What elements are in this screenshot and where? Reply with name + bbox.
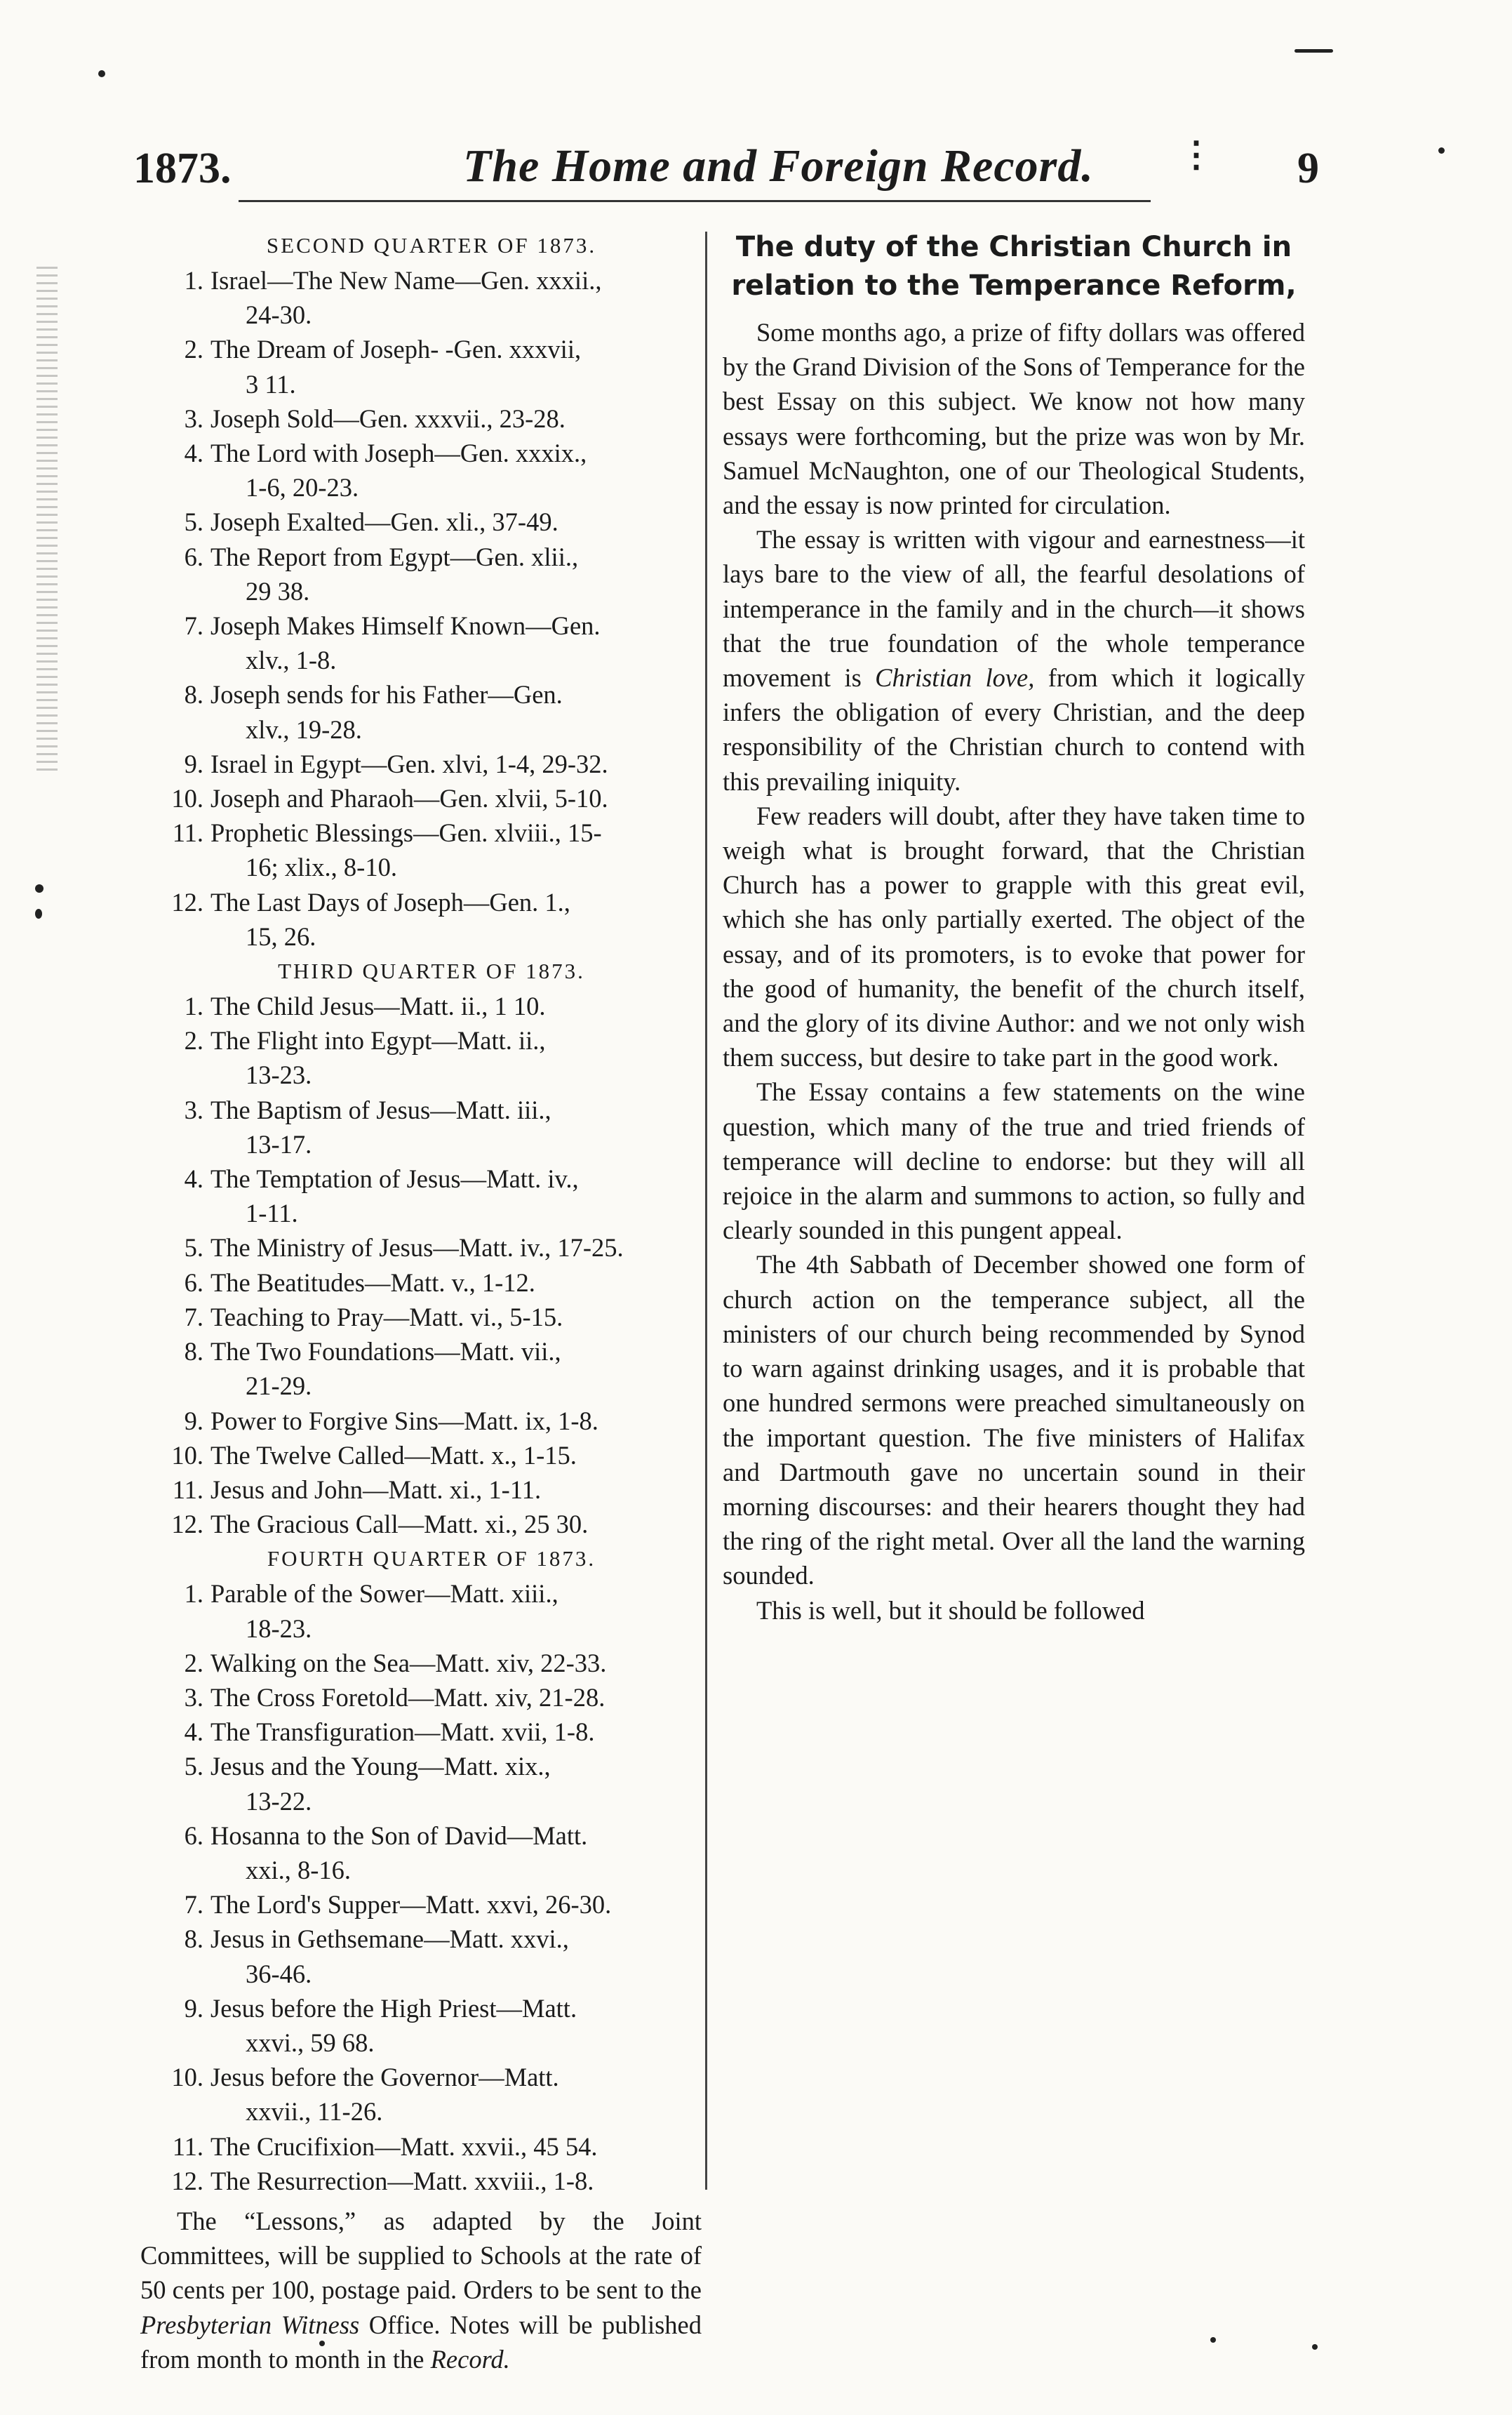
- lesson-item: [161, 1715, 702, 1749]
- lesson-item: [161, 1404, 702, 1438]
- lesson-item: [161, 505, 702, 539]
- header-year: 1873.: [133, 145, 232, 192]
- lessons-note: [140, 2204, 702, 2376]
- lesson-number: 5.: [184, 1752, 203, 1781]
- scan-speck: [1438, 147, 1445, 154]
- lesson-item: [161, 1680, 702, 1715]
- lesson-title: The Twelve Called—Matt. x., 1-15.: [210, 1440, 577, 1470]
- lesson-number: 5.: [184, 1233, 203, 1263]
- article-paragraph: The 4th Sabbath of December showed one form of church action on the temperance subject, all the ministers of our church being recommended by Synod to warn against drinking usages, and it is probable that one hundred sermons were preached simultaneously on the important question. The five ministers of Halifax and Dartmouth gave no uncertain sound in their morning discourses: and their hearers thought they had the ring of the right metal. Over all the land the warning sounded.: [723, 1250, 1305, 1590]
- paragraph-text: from which it logically infers the obligation of every Christian, and the deep responsibility of the Christian church to contend with this prevailing iniquity.: [723, 663, 1305, 796]
- header-rule: [239, 200, 1151, 202]
- scan-speck: [98, 70, 105, 77]
- lesson-item: [161, 2164, 702, 2198]
- lesson-title: Hosanna to the Son of David—Matt.: [210, 1821, 588, 1850]
- lesson-item: [161, 2060, 702, 2129]
- lesson-reference: xxvi., 59 68.: [246, 2028, 375, 2057]
- lesson-reference: 13-23.: [246, 1060, 312, 1090]
- temperance-article-column: [723, 228, 1305, 1628]
- lesson-title: Prophetic Blessings—Gen. xlviii., 15-: [210, 818, 602, 848]
- column-divider: [705, 232, 707, 2190]
- lesson-number: 4.: [184, 439, 203, 468]
- lesson-number: 6.: [184, 542, 203, 571]
- lesson-title: Israel in Egypt—Gen. xlvi, 1-4, 29-32.: [210, 749, 608, 778]
- lesson-title: The Two Foundations—Matt. vii.,: [210, 1337, 561, 1366]
- lesson-title: Jesus and John—Matt. xi., 1-11.: [210, 1475, 542, 1504]
- lesson-item: [161, 1576, 702, 1645]
- lesson-item: [161, 401, 702, 436]
- lesson-number: 2.: [184, 1026, 203, 1056]
- lesson-number: 8.: [184, 1337, 203, 1366]
- lesson-item: [161, 885, 702, 954]
- lesson-reference: 15, 26.: [246, 922, 316, 951]
- lesson-title: The Temptation of Jesus—Matt. iv.,: [210, 1164, 579, 1194]
- quarter-section: [161, 228, 702, 954]
- lesson-reference: xxvii., 11-26.: [246, 2097, 383, 2127]
- lesson-number: 2.: [184, 1648, 203, 1677]
- lesson-item: [161, 2129, 702, 2164]
- lesson-title: Jesus before the High Priest—Matt.: [210, 1993, 577, 2023]
- lesson-title: The Beatitudes—Matt. v., 1-12.: [210, 1268, 535, 1297]
- lesson-title: Joseph Exalted—Gen. xli., 37-49.: [210, 507, 558, 537]
- lesson-reference: 1-6, 20-23.: [246, 473, 359, 503]
- paragraph-italic: Christian love,: [875, 663, 1035, 693]
- lesson-number: 8.: [184, 680, 203, 710]
- lesson-item: [161, 1887, 702, 1922]
- lesson-number: 1.: [184, 992, 203, 1021]
- lesson-reference: 36-46.: [246, 1959, 312, 1988]
- lesson-item: [161, 540, 702, 608]
- paragraph-text: The essay is written with vigour and earnestness—it lays bare to the view of all, the fearful desolations of intemperance in the family and in the church—it shows that the true foundation of the whole temperance movement is: [723, 525, 1305, 693]
- lesson-item: [161, 1334, 702, 1403]
- article-paragraph: Few readers will doubt, after they have taken time to weigh what is brought forward, that the Christian Church has a power to grapple with this great evil, which she has only partially exerted. The object of the essay, and of its promoters, is to evoke that power for the good of humanity, the benefit of the church itself, and the glory of its divine Author: and we not only wish them success, but desire to take part in the good work.: [723, 801, 1305, 1072]
- lesson-item: [161, 747, 702, 781]
- header-ink-mark: ⋮: [1179, 135, 1214, 174]
- lesson-item: [161, 1093, 702, 1162]
- lesson-title: Joseph and Pharaoh—Gen. xlvii, 5-10.: [210, 784, 608, 813]
- lesson-title: Israel—The New Name—Gen. xxxii.,: [210, 266, 602, 295]
- lesson-number: 2.: [184, 335, 203, 364]
- lesson-title: The Report from Egypt—Gen. xlii.,: [210, 542, 579, 571]
- lesson-number: 9.: [184, 1406, 203, 1435]
- lesson-number: 10.: [171, 2063, 203, 2092]
- scan-speck: [1294, 49, 1333, 53]
- lesson-title: The Cross Foretold—Matt. xiv, 21-28.: [210, 1682, 606, 1712]
- lesson-item: [161, 608, 702, 677]
- lesson-number: 4.: [184, 1717, 203, 1747]
- lesson-item: [161, 1162, 702, 1230]
- lesson-number: 4.: [184, 1164, 203, 1194]
- lesson-item: [161, 1472, 702, 1507]
- lesson-number: 3.: [184, 1682, 203, 1712]
- lesson-item: [161, 989, 702, 1023]
- scan-speck: [35, 884, 44, 893]
- lesson-title: Power to Forgive Sins—Matt. ix, 1-8.: [210, 1406, 598, 1435]
- quarter-sections: [161, 228, 702, 2198]
- lesson-title: Teaching to Pray—Matt. vi., 5-15.: [210, 1302, 563, 1331]
- lesson-item: [161, 1438, 702, 1472]
- lesson-number: 7.: [184, 611, 203, 641]
- lesson-item: [161, 1991, 702, 2060]
- scan-speck: [1312, 2344, 1318, 2350]
- lesson-title: Parable of the Sower—Matt. xiii.,: [210, 1579, 558, 1609]
- lesson-number: 6.: [184, 1268, 203, 1297]
- lesson-number: 1.: [184, 266, 203, 295]
- lesson-item: [161, 1922, 702, 1990]
- lesson-reference: 1-11.: [246, 1199, 298, 1228]
- lesson-number: 7.: [184, 1890, 203, 1920]
- lesson-title: Walking on the Sea—Matt. xiv, 22-33.: [210, 1648, 607, 1677]
- quarter-heading: SECOND QUARTER OF 1873.: [266, 233, 597, 258]
- lesson-item: [161, 263, 702, 332]
- lesson-title: The Child Jesus—Matt. ii., 1 10.: [210, 992, 546, 1021]
- lesson-number: 11.: [172, 1475, 203, 1504]
- quarter-section: [161, 954, 702, 1541]
- lesson-item: [161, 1818, 702, 1887]
- lesson-number: 7.: [184, 1302, 203, 1331]
- lesson-title: The Transfiguration—Matt. xvii, 1-8.: [210, 1717, 595, 1747]
- lesson-number: 10.: [171, 784, 203, 813]
- lesson-item: [161, 1265, 702, 1300]
- lesson-item: [161, 1646, 702, 1680]
- lesson-title: Jesus and the Young—Matt. xix.,: [210, 1752, 551, 1781]
- lesson-title: The Gracious Call—Matt. xi., 25 30.: [210, 1510, 589, 1539]
- note-italic-record: Record.: [430, 2344, 510, 2374]
- lesson-reference: 21-29.: [246, 1371, 312, 1401]
- lesson-number: 12.: [171, 887, 203, 917]
- lesson-number: 12.: [171, 1510, 203, 1539]
- lesson-number: 11.: [172, 2131, 203, 2161]
- lesson-item: [161, 332, 702, 401]
- lesson-reference: 3 11.: [246, 369, 296, 399]
- lesson-item: [161, 1507, 702, 1541]
- note-italic-witness: Presbyterian Witness: [140, 2310, 360, 2339]
- lesson-reference: xlv., 1-8.: [246, 646, 337, 675]
- lesson-item: [161, 781, 702, 816]
- article-paragraph: [723, 522, 1305, 799]
- lesson-number: 5.: [184, 507, 203, 537]
- quarter-section: [161, 1541, 702, 2198]
- page-number: 9: [1297, 145, 1319, 192]
- lesson-reference: 24-30.: [246, 300, 312, 330]
- quarter-heading: FOURTH QUARTER OF 1873.: [267, 1546, 596, 1571]
- note-text: The “Lessons,” as adapted by the Joint Committees, will be supplied to Schools at the rate of 50 cents per 100, postage paid. Orders to be sent to the: [140, 2206, 702, 2305]
- scan-speck: [35, 909, 42, 919]
- lesson-reference: 18-23.: [246, 1614, 312, 1643]
- lesson-item: [161, 1230, 702, 1265]
- page-header: [133, 135, 1319, 207]
- lesson-reference: 13-22.: [246, 1786, 312, 1816]
- lesson-item: [161, 677, 702, 746]
- article-paragraph: Some months ago, a prize of fifty dollars was offered by the Grand Division of the Sons of Temperance for the best Essay on this subject. We know not how many essays were forthcoming, but the prize was won by Mr. Samuel McNaughton, one of our Theological Students, and the essay is now printed for circulation.: [723, 318, 1305, 520]
- article-paragraph: This is well, but it should be followed: [756, 1595, 1145, 1625]
- lesson-title: Jesus before the Governor—Matt.: [210, 2063, 559, 2092]
- lesson-number: 8.: [184, 1924, 203, 1954]
- lesson-reference: xlv., 19-28.: [246, 714, 362, 744]
- lesson-number: 11.: [172, 818, 203, 848]
- lesson-number: 6.: [184, 1821, 203, 1850]
- quarter-heading: THIRD QUARTER OF 1873.: [278, 959, 585, 984]
- lesson-reference: 13-17.: [246, 1129, 312, 1159]
- lesson-title: The Dream of Joseph- -Gen. xxxvii,: [210, 335, 582, 364]
- lesson-number: 10.: [171, 1440, 203, 1470]
- lesson-item: [161, 816, 702, 884]
- header-title: The Home and Foreign Record.: [463, 140, 1094, 192]
- margin-binding-marks: [36, 267, 58, 772]
- lesson-item: [161, 1300, 702, 1334]
- lesson-title: The Baptism of Jesus—Matt. iii.,: [210, 1095, 551, 1124]
- note-text: Office. Notes will be published from month to month in the: [140, 2310, 702, 2374]
- lesson-reference: xxi., 8-16.: [246, 1855, 352, 1884]
- lesson-title: The Lord with Joseph—Gen. xxxix.,: [210, 439, 587, 468]
- lesson-reference: 29 38.: [246, 576, 310, 606]
- scan-speck: [1210, 2337, 1216, 2343]
- article-paragraph: The Essay contains a few statements on the wine question, which many of the true and tried friends of temperance will decline to endorse: but they will all rejoice in the alarm and summons to action, so fully and clearly sounded in this pungent appeal.: [723, 1077, 1305, 1245]
- lesson-title: Jesus in Gethsemane—Matt. xxvi.,: [210, 1924, 569, 1954]
- lesson-number: 9.: [184, 1993, 203, 2023]
- lesson-title: Joseph sends for his Father—Gen.: [210, 680, 563, 710]
- lesson-title: The Last Days of Joseph—Gen. 1.,: [210, 887, 570, 917]
- lesson-number: 9.: [184, 749, 203, 778]
- lesson-schedule-column: [140, 228, 702, 2376]
- lesson-number: 3.: [184, 1095, 203, 1124]
- lesson-reference: 16; xlix., 8-10.: [246, 853, 397, 882]
- lesson-title: Joseph Makes Himself Known—Gen.: [210, 611, 601, 641]
- lesson-number: 1.: [184, 1579, 203, 1609]
- lesson-title: The Lord's Supper—Matt. xxvi, 26-30.: [210, 1890, 612, 1920]
- lesson-number: 3.: [184, 404, 203, 433]
- lesson-title: The Crucifixion—Matt. xxvii., 45 54.: [210, 2131, 598, 2161]
- lesson-title: The Flight into Egypt—Matt. ii.,: [210, 1026, 546, 1056]
- lesson-item: [161, 1023, 702, 1092]
- article-title: The duty of the Christian Church in relation to the Temperance Reform,: [731, 231, 1297, 302]
- lesson-item: [161, 1749, 702, 1818]
- lesson-title: The Ministry of Jesus—Matt. iv., 17-25.: [210, 1233, 624, 1263]
- lesson-item: [161, 436, 702, 505]
- lesson-title: Joseph Sold—Gen. xxxvii., 23-28.: [210, 404, 566, 433]
- lesson-number: 12.: [171, 2166, 203, 2195]
- lesson-title: The Resurrection—Matt. xxviii., 1-8.: [210, 2166, 594, 2195]
